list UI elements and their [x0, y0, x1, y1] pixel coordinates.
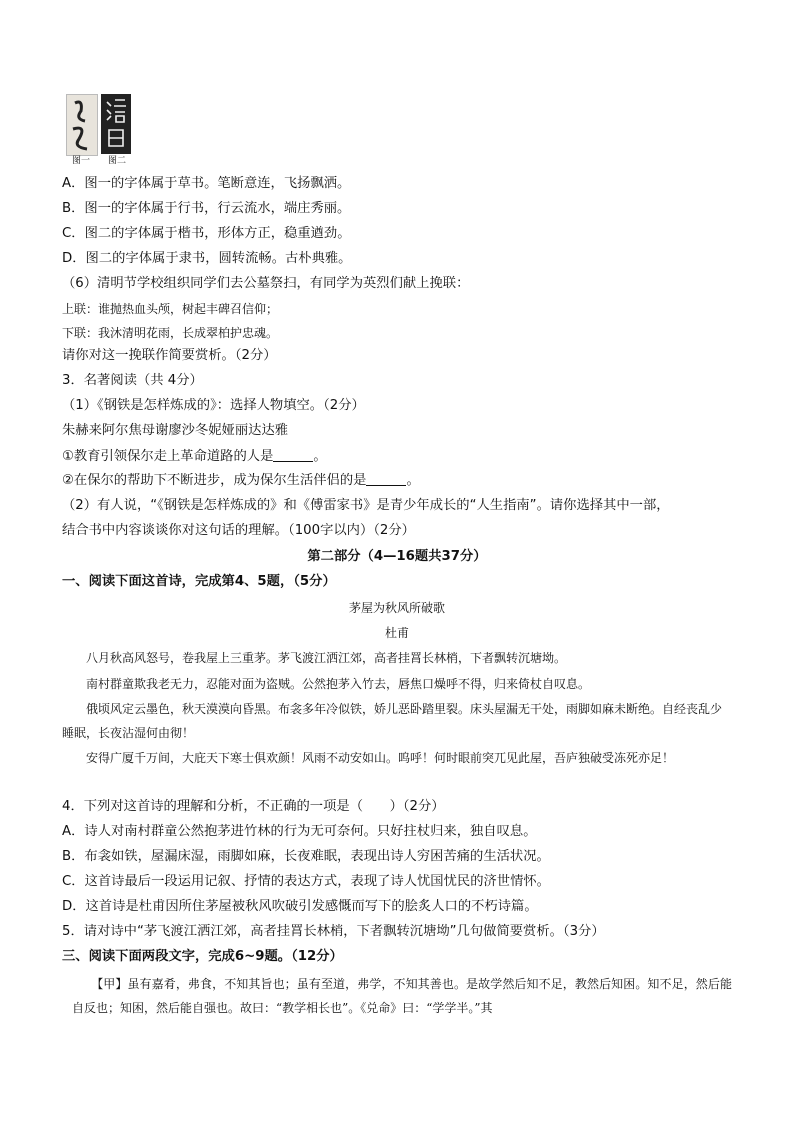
poem-stanza-3: 俄顷风定云墨色，秋天漠漠向昏黑。布衾多年冷似铁，娇儿恶卧踏里裂。床头屋漏无干处，雨脚如麻未断绝。自经丧乱少睡眠，长夜沾湿何由彻！	[62, 702, 723, 740]
q3-item1-text: ①教育引领保尔走上革命道路的人是	[62, 449, 274, 464]
poem-author: 杜甫	[384, 626, 409, 640]
q3-item2-text: ②在保尔的帮助下不断进步，成为保尔生活伴侣的是	[62, 473, 367, 488]
passage-jia: 【甲】虽有嘉肴，弗食，不知其旨也；虽有至道，弗学，不知其善也。是故学然后知不足，教然后知困。知不足，然后能自反也；知困，然后能自强也。故曰：“教学相长也”。《兑命》曰：“学学半。”其	[72, 977, 732, 1015]
q3-sub2-line2: 结合书中内容谈谈你对这句话的理解。（100字以内）（2分）	[62, 523, 415, 538]
q3-item2: ②在保尔的帮助下不断进步，成为保尔生活伴侣的是 。	[62, 473, 420, 488]
couplet-lower: 下联：我沐清明花雨，长成翠柏护忠魂。	[62, 326, 279, 340]
answer-blank-1[interactable]	[273, 447, 313, 462]
calligraphy-figure-2	[101, 94, 131, 154]
cursive-script-image	[67, 95, 97, 155]
option-a: A．图一的字体属于草书。笔断意连，飞扬飘洒。	[62, 176, 351, 191]
option-d: D．图二的字体属于隶书，圆转流畅。古朴典雅。	[62, 251, 352, 266]
answer-blank-2[interactable]	[366, 471, 406, 486]
option-b: B．图一的字体属于行书，行云流水，端庄秀丽。	[62, 201, 351, 216]
poem-title: 茅屋为秋风所破歌	[348, 601, 445, 615]
figure-2-label: 图二	[108, 156, 127, 166]
q4-option-c: C．这首诗最后一段运用记叙、抒情的表达方式，表现了诗人忧国忧民的济世情怀。	[62, 874, 550, 889]
clerical-script-image	[101, 94, 131, 154]
q6-ask: 请你对这一挽联作简要赏析。（2分）	[62, 348, 277, 363]
q3-sub2-line1: （2）有人说，“《钢铁是怎样炼成的》和《傅雷家书》是青少年成长的“人生指南”。请你选择其中一部，	[62, 498, 670, 513]
figure-1-label: 图一	[72, 156, 91, 166]
q6-stem: （6）清明节学校组织同学们去公墓祭扫，有同学为英烈们献上挽联：	[62, 276, 470, 291]
q4-option-b: B．布衾如铁，屋漏床湿，雨脚如麻，长夜难眠，表现出诗人穷困苦痛的生活状况。	[62, 849, 550, 864]
couplet-upper: 上联：谁抛热血头颅，树起丰碑召信仰；	[62, 302, 279, 316]
q4-option-a: A．诗人对南村群童公然抱茅进竹林的行为无可奈何。只好拄杖归来，独自叹息。	[62, 824, 537, 839]
calligraphy-figure-1	[66, 94, 98, 156]
poem-stanza-4: 安得广厦千万间，大庇天下寒士俱欢颜！风雨不动安如山。呜呼！何时眼前突兀见此屋，吾庐独破受冻死亦足！	[86, 751, 675, 765]
q5-stem: 5．请对诗中“茅飞渡江洒江郊，高者挂罥长林梢，下者飘转沉塘坳”几句做简要赏析。（3分）	[62, 924, 605, 939]
q3-title: 3．名著阅读（共 4分）	[62, 373, 203, 388]
section3-heading: 三、阅读下面两段文字，完成6~9题。（12分）	[62, 949, 343, 964]
part2-title: 第二部分（4—16题共37分）	[307, 549, 487, 564]
q3-sub1: （1）《钢铁是怎样炼成的》：选择人物填空。（2分）	[62, 398, 365, 413]
q4-option-d: D．这首诗是杜甫因所住茅屋被秋风吹破引发感慨而写下的脍炙人口的不朽诗篇。	[62, 899, 538, 914]
option-c: C．图二的字体属于楷书，形体方正，稳重遒劲。	[62, 226, 351, 241]
poem-stanza-1: 八月秋高风怒号，卷我屋上三重茅。茅飞渡江洒江郊，高者挂罥长林梢，下者飘转沉塘坳。	[86, 651, 567, 665]
character-names: 朱赫来阿尔焦母谢廖沙冬妮娅丽达达雅	[62, 423, 289, 438]
q4-stem: 4．下列对这首诗的理解和分析，不正确的一项是（ ）（2分）	[62, 799, 445, 814]
poem-stanza-2: 南村群童欺我老无力，忍能对面为盗贼。公然抱茅入竹去，唇焦口燥呼不得，归来倚杖自叹息。	[86, 677, 591, 691]
section1-heading: 一、阅读下面这首诗，完成第4、5题，（5分）	[62, 574, 336, 589]
q3-item1: ①教育引领保尔走上革命道路的人是 。	[62, 449, 327, 464]
